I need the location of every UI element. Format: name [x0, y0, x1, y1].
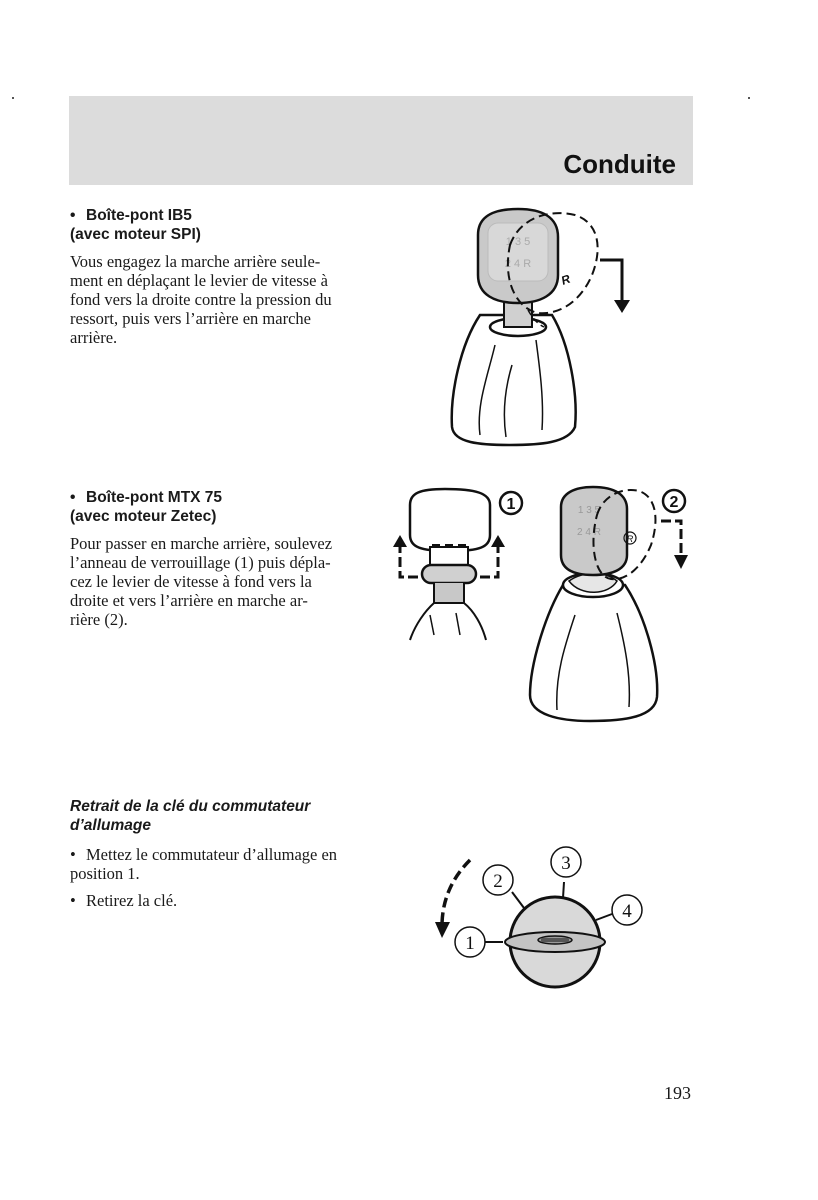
ib5-gear-lever-illustration — [440, 205, 640, 450]
mtx75-move-arrow-icon — [674, 555, 688, 569]
callout-1-label: 1 — [506, 496, 516, 513]
position-3-label: 3 — [561, 853, 571, 874]
section-title: Conduite — [563, 149, 676, 179]
ib5-knob-pattern-row2: 2 4 R — [504, 258, 532, 270]
key-bullet-text: Retirez la clé. — [86, 891, 178, 910]
key-bullet-text: position 1. — [70, 864, 140, 883]
mtx75-reverse-label: R — [626, 534, 634, 544]
lift-arrow-right-icon — [491, 535, 505, 547]
key-slot-icon — [541, 938, 569, 942]
section-header — [69, 96, 693, 185]
ib5-body-line: arrière. — [70, 328, 118, 347]
key-bullet-2 — [70, 891, 370, 910]
position-4-label: 4 — [622, 901, 632, 922]
mtx75-heading-line1: Boîte-pont MTX 75 — [86, 489, 223, 506]
ignition-switch-illustration — [430, 840, 660, 1000]
ib5-reverse-label: R — [559, 271, 573, 288]
mtx75-body-line: cez le levier de vitesse à fond vers la — [70, 572, 312, 591]
ib5-move-arrow-icon — [614, 300, 630, 313]
mtx75-bullet: • — [70, 489, 76, 506]
ib5-body — [70, 252, 370, 347]
lift-arrow-left-icon — [393, 535, 407, 547]
mtx75-knob-pattern-row1: 1 3 5 — [577, 505, 601, 516]
ib5-heading-line2: (avec moteur SPI) — [70, 226, 201, 243]
key-heading-line1: Retrait de la clé du commutateur — [70, 798, 311, 815]
callout-2-label: 2 — [669, 494, 679, 511]
key-bullet-text: Mettez le commutateur d’allumage en — [86, 845, 338, 864]
mtx75-lock-ring-illustration — [390, 485, 530, 645]
mtx75-body-line: droite et vers l’arrière en marche ar- — [70, 591, 308, 610]
key-heading-line2: d’allumage — [70, 817, 151, 834]
ib5-body-line: fond vers la droite contre la pression du — [70, 290, 332, 309]
section-ib5 — [70, 206, 370, 347]
turn-direction-arrow-icon — [435, 922, 450, 938]
position-1-label: 1 — [465, 933, 475, 954]
key-bullet-1 — [70, 845, 370, 883]
mtx75-body-line: l’anneau de verrouillage (1) puis dépla- — [70, 553, 331, 572]
ib5-bullet: • — [70, 207, 76, 224]
page-number: 193 — [664, 1083, 691, 1103]
key-heading — [70, 797, 370, 835]
mtx75-gear-lever-illustration — [525, 485, 695, 730]
ib5-body-line: ressort, puis vers l’arrière en marche — [70, 309, 311, 328]
ib5-body-line: ment en déplaçant le levier de vitesse à — [70, 271, 328, 290]
position-2-label: 2 — [493, 871, 503, 892]
registration-mark-left — [12, 97, 14, 99]
mtx75-heading-line2: (avec moteur Zetec) — [70, 508, 217, 525]
mtx75-body-line: rière (2). — [70, 610, 128, 629]
mtx75-body-line: Pour passer en marche arrière, soulevez — [70, 534, 333, 553]
ib5-heading-line1: Boîte-pont IB5 — [86, 207, 192, 224]
key-bullet-dot: • — [70, 891, 76, 910]
mtx75-knob-pattern-row2: 2 4 R — [577, 527, 601, 538]
key-bullet-dot: • — [70, 845, 76, 864]
ib5-body-line: Vous engagez la marche arrière seule- — [70, 252, 321, 271]
mtx75-heading — [70, 488, 370, 526]
ib5-heading — [70, 206, 370, 244]
ib5-knob-pattern-row1: 1 3 5 — [505, 236, 531, 248]
registration-mark-right — [748, 97, 750, 99]
section-mtx75 — [70, 488, 370, 629]
mtx75-body — [70, 534, 370, 629]
section-key-removal — [70, 797, 370, 910]
